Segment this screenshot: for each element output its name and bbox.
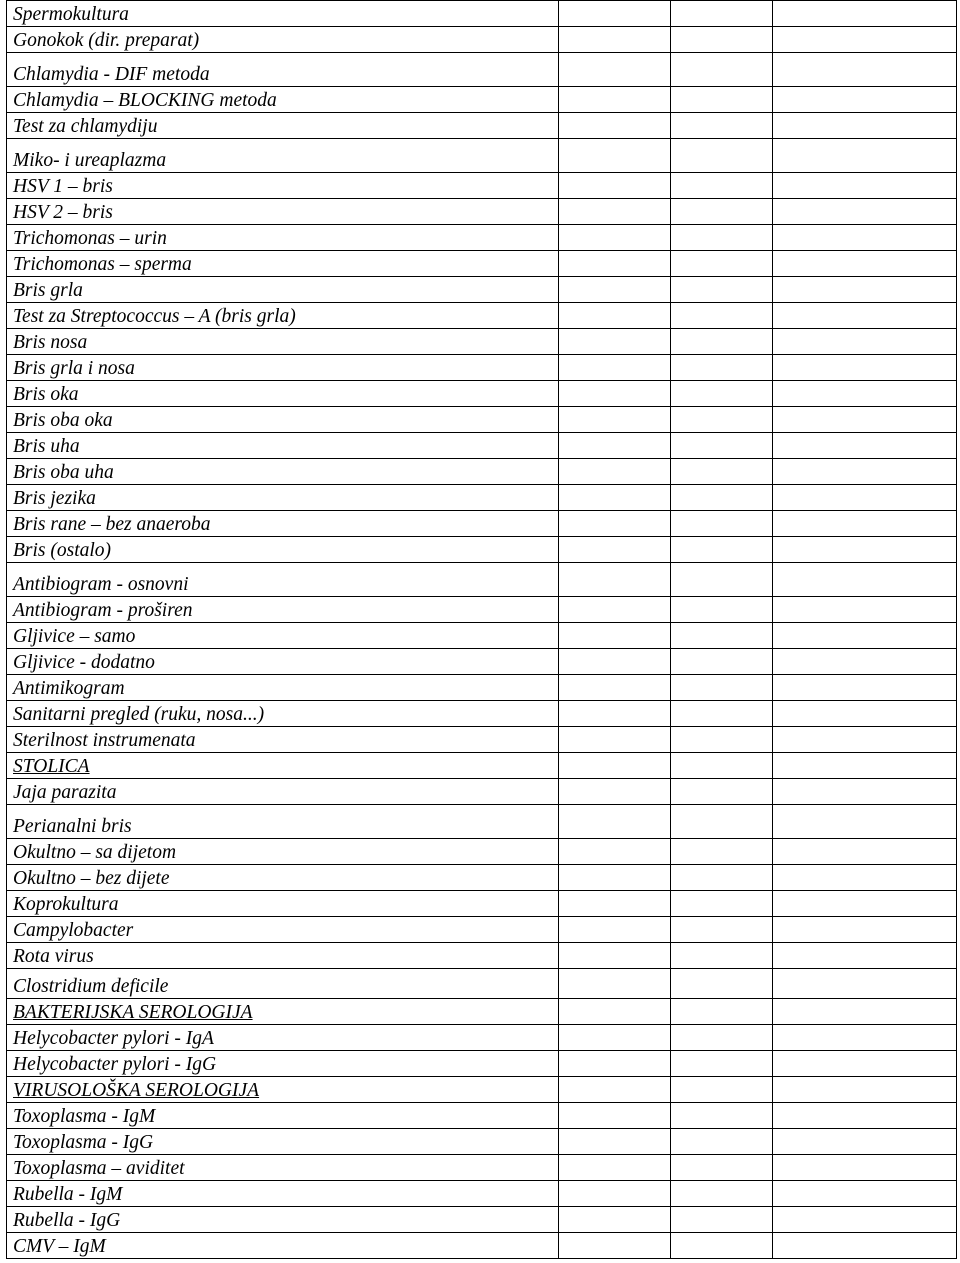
value-cell-2 — [671, 355, 773, 381]
test-name-cell — [7, 27, 559, 53]
value-cell-1 — [559, 87, 671, 113]
value-cell-2 — [671, 511, 773, 537]
value-cell-2 — [671, 943, 773, 969]
value-cell-1 — [559, 53, 671, 87]
table-row — [7, 1207, 956, 1233]
test-name: Perianalni bris — [13, 816, 132, 837]
test-name: Miko- i ureaplazma — [13, 150, 167, 171]
test-name-cell — [7, 597, 559, 623]
value-cell-3 — [773, 563, 957, 597]
test-name: Okultno – bez dijete — [13, 868, 170, 889]
test-name: Rota virus — [13, 946, 94, 967]
section-header-label: BAKTERIJSKA SEROLOGIJA — [13, 1002, 253, 1023]
test-name-cell — [7, 1129, 559, 1155]
test-name: Antibiogram - proširen — [13, 600, 193, 621]
value-cell-3 — [773, 277, 957, 303]
value-cell-2 — [671, 381, 773, 407]
value-cell-3 — [773, 485, 957, 511]
table-row — [7, 173, 956, 199]
test-name: Test za Streptococcus – A (bris grla) — [13, 306, 296, 327]
test-name-cell — [7, 329, 559, 355]
table-row — [7, 779, 956, 805]
table-row — [7, 537, 956, 563]
test-name: Chlamydia - DIF metoda — [13, 64, 210, 85]
test-name: Bris uha — [13, 436, 80, 457]
value-cell-2 — [671, 537, 773, 563]
table-row — [7, 329, 956, 355]
test-name-cell — [7, 865, 559, 891]
value-cell-3 — [773, 251, 957, 277]
table-row — [7, 225, 956, 251]
table-row — [7, 805, 956, 839]
value-cell-1 — [559, 485, 671, 511]
value-cell-2 — [671, 805, 773, 839]
value-cell-2 — [671, 779, 773, 805]
test-name: Gonokok (dir. preparat) — [13, 30, 200, 51]
table-row — [7, 675, 956, 701]
section-header-row — [7, 1077, 956, 1103]
section-header-cell — [7, 1077, 559, 1103]
test-name: Test za chlamydiju — [13, 116, 158, 137]
value-cell-2 — [671, 727, 773, 753]
value-cell-1 — [559, 113, 671, 139]
test-name-cell — [7, 537, 559, 563]
value-cell-1 — [559, 917, 671, 943]
value-cell-2 — [671, 753, 773, 779]
test-name: Antimikogram — [13, 678, 125, 699]
test-name: Helycobacter pylori - IgA — [13, 1028, 214, 1049]
value-cell-1 — [559, 511, 671, 537]
table-row — [7, 1051, 956, 1077]
table-row — [7, 917, 956, 943]
test-name: Bris grla — [13, 280, 83, 301]
test-name: Toxoplasma - IgM — [13, 1106, 156, 1127]
value-cell-1 — [559, 675, 671, 701]
value-cell-3 — [773, 27, 957, 53]
value-cell-1 — [559, 537, 671, 563]
value-cell-1 — [559, 225, 671, 251]
value-cell-2 — [671, 407, 773, 433]
test-name-cell — [7, 1025, 559, 1051]
test-name: Bris oba uha — [13, 462, 114, 483]
table-row — [7, 1, 956, 27]
value-cell-2 — [671, 917, 773, 943]
test-name-cell — [7, 407, 559, 433]
table-row — [7, 943, 956, 969]
value-cell-2 — [671, 1129, 773, 1155]
section-header-label: STOLICA — [13, 756, 90, 777]
value-cell-2 — [671, 675, 773, 701]
test-name: Bris rane – bez anaeroba — [13, 514, 211, 535]
table-row — [7, 87, 956, 113]
test-name-cell — [7, 839, 559, 865]
value-cell-2 — [671, 459, 773, 485]
test-name: Jaja parazita — [13, 782, 117, 803]
test-name-cell — [7, 563, 559, 597]
value-cell-2 — [671, 173, 773, 199]
test-name-cell — [7, 917, 559, 943]
test-name: Bris oba oka — [13, 410, 113, 431]
value-cell-1 — [559, 433, 671, 459]
value-cell-2 — [671, 27, 773, 53]
value-cell-3 — [773, 839, 957, 865]
value-cell-3 — [773, 675, 957, 701]
value-cell-1 — [559, 1103, 671, 1129]
value-cell-2 — [671, 87, 773, 113]
value-cell-1 — [559, 381, 671, 407]
test-name-cell — [7, 943, 559, 969]
test-name: Antibiogram - osnovni — [13, 574, 189, 595]
test-name-cell — [7, 511, 559, 537]
test-name-cell — [7, 139, 559, 173]
table-row — [7, 649, 956, 675]
test-name: HSV 2 – bris — [13, 202, 113, 223]
test-name: Rubella - IgG — [13, 1210, 121, 1231]
value-cell-3 — [773, 701, 957, 727]
test-name-cell — [7, 199, 559, 225]
value-cell-2 — [671, 1103, 773, 1129]
test-name-cell — [7, 459, 559, 485]
value-cell-1 — [559, 753, 671, 779]
test-name: CMV – IgM — [13, 1236, 106, 1257]
value-cell-3 — [773, 943, 957, 969]
value-cell-1 — [559, 999, 671, 1025]
table-row — [7, 303, 956, 329]
test-list-sheet — [6, 0, 957, 1259]
table-row — [7, 113, 956, 139]
table-row — [7, 727, 956, 753]
test-name-cell — [7, 701, 559, 727]
value-cell-1 — [559, 1077, 671, 1103]
value-cell-3 — [773, 87, 957, 113]
table-row — [7, 969, 956, 999]
value-cell-2 — [671, 649, 773, 675]
value-cell-3 — [773, 113, 957, 139]
value-cell-3 — [773, 459, 957, 485]
test-name: Spermokultura — [13, 4, 129, 25]
section-header-cell — [7, 753, 559, 779]
value-cell-3 — [773, 999, 957, 1025]
test-name: HSV 1 – bris — [13, 176, 113, 197]
test-name: Toxoplasma – aviditet — [13, 1158, 185, 1179]
test-name: Clostridium deficile — [13, 976, 169, 997]
test-name: Bris oka — [13, 384, 79, 405]
value-cell-1 — [559, 139, 671, 173]
value-cell-3 — [773, 1, 957, 27]
table-row — [7, 1129, 956, 1155]
test-name: Bris jezika — [13, 488, 96, 509]
value-cell-2 — [671, 999, 773, 1025]
value-cell-3 — [773, 891, 957, 917]
value-cell-1 — [559, 891, 671, 917]
value-cell-3 — [773, 511, 957, 537]
value-cell-3 — [773, 917, 957, 943]
value-cell-3 — [773, 865, 957, 891]
test-name-cell — [7, 1181, 559, 1207]
table-row — [7, 839, 956, 865]
test-name: Rubella - IgM — [13, 1184, 123, 1205]
value-cell-3 — [773, 969, 957, 999]
value-cell-3 — [773, 623, 957, 649]
test-name-cell — [7, 1155, 559, 1181]
test-name-cell — [7, 675, 559, 701]
value-cell-2 — [671, 891, 773, 917]
value-cell-3 — [773, 173, 957, 199]
value-cell-1 — [559, 597, 671, 623]
value-cell-1 — [559, 199, 671, 225]
test-name-cell — [7, 277, 559, 303]
test-name: Bris nosa — [13, 332, 88, 353]
test-name-cell — [7, 433, 559, 459]
value-cell-3 — [773, 1077, 957, 1103]
value-cell-3 — [773, 381, 957, 407]
value-cell-2 — [671, 1025, 773, 1051]
value-cell-3 — [773, 805, 957, 839]
table-row — [7, 1103, 956, 1129]
value-cell-1 — [559, 459, 671, 485]
value-cell-2 — [671, 433, 773, 459]
test-name-cell — [7, 381, 559, 407]
value-cell-3 — [773, 53, 957, 87]
test-name: Sanitarni pregled (ruku, nosa...) — [13, 704, 265, 725]
test-name: Okultno – sa dijetom — [13, 842, 177, 863]
value-cell-1 — [559, 865, 671, 891]
test-name-cell — [7, 173, 559, 199]
table-row — [7, 407, 956, 433]
value-cell-2 — [671, 1181, 773, 1207]
table-row — [7, 199, 956, 225]
value-cell-3 — [773, 433, 957, 459]
value-cell-2 — [671, 1155, 773, 1181]
test-name: Chlamydia – BLOCKING metoda — [13, 90, 277, 111]
table-row — [7, 563, 956, 597]
value-cell-1 — [559, 277, 671, 303]
test-name: Gljivice - dodatno — [13, 652, 155, 673]
value-cell-1 — [559, 173, 671, 199]
table-row — [7, 251, 956, 277]
test-name: Trichomonas – urin — [13, 228, 167, 249]
value-cell-1 — [559, 1155, 671, 1181]
value-cell-3 — [773, 303, 957, 329]
test-name-cell — [7, 649, 559, 675]
value-cell-2 — [671, 225, 773, 251]
value-cell-2 — [671, 1077, 773, 1103]
value-cell-1 — [559, 943, 671, 969]
value-cell-2 — [671, 1233, 773, 1259]
value-cell-2 — [671, 969, 773, 999]
test-name-cell — [7, 87, 559, 113]
value-cell-1 — [559, 969, 671, 999]
value-cell-2 — [671, 251, 773, 277]
table-row — [7, 701, 956, 727]
test-table — [7, 0, 956, 1259]
section-header-label: VIRUSOLOŠKA SEROLOGIJA — [13, 1080, 260, 1101]
table-row — [7, 891, 956, 917]
value-cell-3 — [773, 355, 957, 381]
value-cell-1 — [559, 1181, 671, 1207]
test-name: Gljivice – samo — [13, 626, 136, 647]
test-name-cell — [7, 623, 559, 649]
value-cell-2 — [671, 329, 773, 355]
table-row — [7, 623, 956, 649]
test-name: Toxoplasma - IgG — [13, 1132, 154, 1153]
value-cell-3 — [773, 597, 957, 623]
value-cell-1 — [559, 701, 671, 727]
test-name-cell — [7, 1233, 559, 1259]
value-cell-1 — [559, 649, 671, 675]
table-row — [7, 1233, 956, 1259]
test-name-cell — [7, 1051, 559, 1077]
test-table-body — [7, 1, 956, 1259]
section-header-row — [7, 999, 956, 1025]
test-name: Bris (ostalo) — [13, 540, 112, 561]
value-cell-1 — [559, 1025, 671, 1051]
value-cell-2 — [671, 113, 773, 139]
value-cell-1 — [559, 251, 671, 277]
value-cell-1 — [559, 1, 671, 27]
test-name-cell — [7, 1, 559, 27]
value-cell-2 — [671, 199, 773, 225]
table-row — [7, 597, 956, 623]
value-cell-3 — [773, 1207, 957, 1233]
test-name-cell — [7, 891, 559, 917]
test-name-cell — [7, 727, 559, 753]
value-cell-3 — [773, 1051, 957, 1077]
test-name-cell — [7, 485, 559, 511]
value-cell-2 — [671, 139, 773, 173]
value-cell-2 — [671, 1207, 773, 1233]
value-cell-2 — [671, 1051, 773, 1077]
value-cell-3 — [773, 753, 957, 779]
section-header-cell — [7, 999, 559, 1025]
test-name-cell — [7, 113, 559, 139]
value-cell-1 — [559, 839, 671, 865]
value-cell-1 — [559, 1207, 671, 1233]
table-row — [7, 53, 956, 87]
value-cell-1 — [559, 329, 671, 355]
value-cell-3 — [773, 329, 957, 355]
test-name-cell — [7, 779, 559, 805]
test-name-cell — [7, 303, 559, 329]
value-cell-3 — [773, 1181, 957, 1207]
value-cell-1 — [559, 1051, 671, 1077]
table-row — [7, 1025, 956, 1051]
test-name: Helycobacter pylori - IgG — [13, 1054, 217, 1075]
table-row — [7, 459, 956, 485]
value-cell-3 — [773, 1233, 957, 1259]
value-cell-1 — [559, 407, 671, 433]
value-cell-1 — [559, 623, 671, 649]
value-cell-2 — [671, 277, 773, 303]
test-name-cell — [7, 1207, 559, 1233]
table-row — [7, 511, 956, 537]
value-cell-1 — [559, 779, 671, 805]
table-row — [7, 485, 956, 511]
value-cell-2 — [671, 303, 773, 329]
table-row — [7, 27, 956, 53]
value-cell-3 — [773, 779, 957, 805]
test-name: Campylobacter — [13, 920, 134, 941]
value-cell-1 — [559, 805, 671, 839]
test-name-cell — [7, 225, 559, 251]
value-cell-2 — [671, 1, 773, 27]
test-name: Sterilnost instrumenata — [13, 730, 196, 751]
value-cell-2 — [671, 623, 773, 649]
test-name-cell — [7, 355, 559, 381]
table-row — [7, 433, 956, 459]
value-cell-2 — [671, 53, 773, 87]
value-cell-3 — [773, 199, 957, 225]
table-row — [7, 355, 956, 381]
test-name-cell — [7, 251, 559, 277]
table-row — [7, 865, 956, 891]
value-cell-3 — [773, 1025, 957, 1051]
test-name-cell — [7, 53, 559, 87]
value-cell-2 — [671, 597, 773, 623]
value-cell-2 — [671, 701, 773, 727]
value-cell-3 — [773, 1129, 957, 1155]
value-cell-3 — [773, 727, 957, 753]
value-cell-3 — [773, 649, 957, 675]
value-cell-2 — [671, 563, 773, 597]
value-cell-1 — [559, 355, 671, 381]
test-name: Bris grla i nosa — [13, 358, 135, 379]
test-name-cell — [7, 1103, 559, 1129]
table-row — [7, 381, 956, 407]
test-name-cell — [7, 969, 559, 999]
value-cell-1 — [559, 563, 671, 597]
value-cell-1 — [559, 1129, 671, 1155]
test-name: Koprokultura — [13, 894, 119, 915]
value-cell-3 — [773, 537, 957, 563]
table-row — [7, 277, 956, 303]
value-cell-3 — [773, 139, 957, 173]
value-cell-2 — [671, 839, 773, 865]
value-cell-2 — [671, 485, 773, 511]
section-header-row — [7, 753, 956, 779]
value-cell-3 — [773, 407, 957, 433]
value-cell-1 — [559, 303, 671, 329]
value-cell-1 — [559, 27, 671, 53]
value-cell-3 — [773, 1155, 957, 1181]
value-cell-3 — [773, 1103, 957, 1129]
table-row — [7, 139, 956, 173]
value-cell-3 — [773, 225, 957, 251]
test-name: Trichomonas – sperma — [13, 254, 192, 275]
table-row — [7, 1181, 956, 1207]
table-row — [7, 1155, 956, 1181]
test-name-cell — [7, 805, 559, 839]
value-cell-1 — [559, 1233, 671, 1259]
value-cell-1 — [559, 727, 671, 753]
value-cell-2 — [671, 865, 773, 891]
